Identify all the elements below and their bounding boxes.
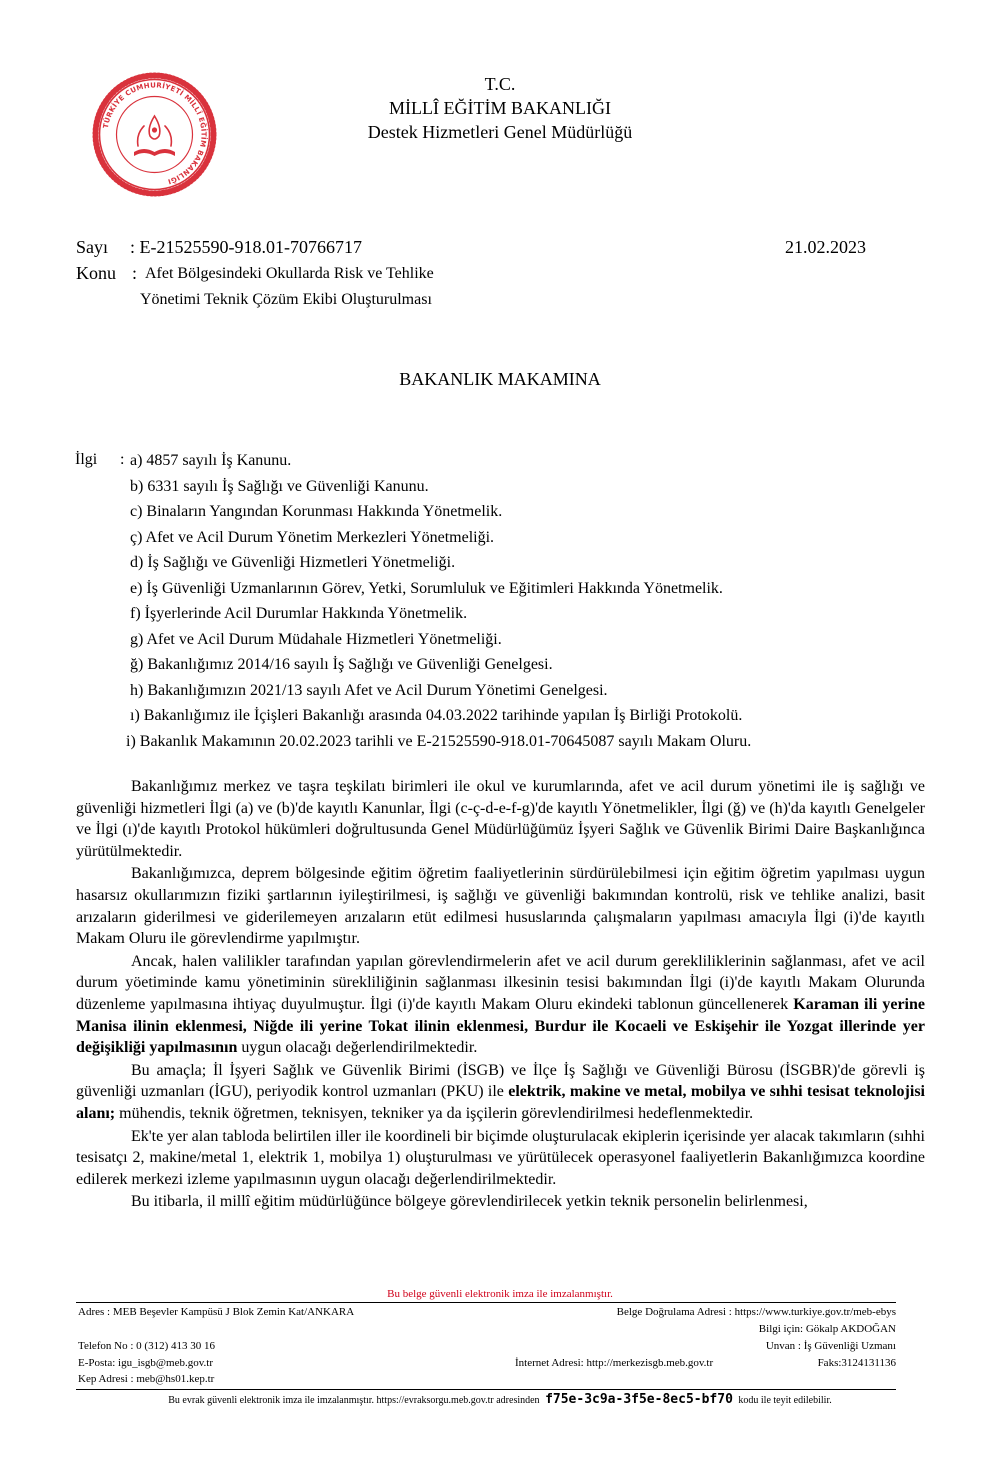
footer-email: E-Posta: igu_isgb@meb.gov.tr [78,1357,213,1369]
ilgi-separator: : [120,451,125,468]
ilgi-item: b) 6331 sayılı İş Sağlığı ve Güvenliği Kanunu. [130,477,429,495]
ilgi-item: h) Bakanlığımızın 2021/13 sayılı Afet ve Acil Durum Yönetimi Genelgesi. [130,681,608,699]
verify-suffix: kodu ile teyit edilebilir. [738,1395,832,1406]
p3-text-c: uygun olacağı değerlendirilmektedir. [237,1039,478,1057]
footer-info-contact: Bilgi için: Gökalp AKDOĞAN [758,1323,896,1335]
verify-prefix: Bu evrak güvenli elektronik imza ile imzalanmıştır. https://evraksorgu.meb.gov.tr adresinden [168,1395,540,1406]
verification-line [0,1392,1000,1407]
footer-divider-bottom [76,1389,896,1390]
konu-line-2: Yönetimi Teknik Çözüm Ekibi Oluşturulması [140,291,432,308]
ilgi-item: f) İşyerlerinde Acil Durumlar Hakkında Yönetmelik. [130,605,468,622]
konu-label: Konu [76,263,116,283]
p4-text-c: mühendis, teknik öğretmen, teknisyen, tekniker ya da işçilerin görevlendirilmesi hedeflenmektedir. [115,1104,754,1122]
ministry-seal [92,72,217,197]
seal-ring-text: TÜRKİYE CUMHURİYETİ MİLLÎ EĞİTİM BAKANLIĞI [101,81,208,186]
body-paragraph-4 [76,1060,925,1125]
footer-address: Adres : MEB Beşevler Kampüsü J Blok Zemin Kat/ANKARA [78,1306,355,1318]
p3-text-a: Ancak, halen valilikler tarafından yapılan görevlendirmelerin afet ve acil durum gerekliliklerinin sağlanması, afet ve acil durum yöetiminde kamu yönetiminin sürekliliğinin sağlanması ilkesinin tesisi bakımından İlgi (i)'de kayıtlı Makam Olurunda düzenleme yapılmasına ihtiyaç duyulmuştur. İlgi (i)'de kayıtlı Makam Oluru ekindeki tablonun güncellenerek [76,952,925,1013]
body-paragraph-1: Bakanlığımız merkez ve taşra teşkilatı birimleri ile okul ve kurumlarında, afet ve acil durum yönetimi ile iş sağlığı ve güvenliği hizmetleri İlgi (a) ve (b)'de kayıtlı Kanunlar, İlgi (c-ç-d-e-f-g)'de kayıtlı Yönetmelikler, İlgi (ğ) ve (h)'da kayıtlı Genelgeler ve İlgi (ı)'de kayıtlı Protokol hükümleri doğrultusunda Genel Müdürlüğümüz İşyeri Sağlık ve Güvenlik Birimi Daire Başkanlığınca yürütülmektedir. [76,778,925,860]
body-paragraph-2: Bakanlığımızca, deprem bölgesinde eğitim öğretim faaliyetlerinin sürdürülebilmesi için eğitim öğretim yapılması uygun hasarsız okullarımızın fiziki şartlarının iyileştirilmesi, iş sağlığı ve güvenliği bakımından kontrolü, risk ve tehlike analizi, basit arızaların giderilmesi ve giderilemeyen arızaların etüt edilmesi hususlarında çalışmaların yapılması amacıyla İlgi (i)'de kayıtlı Makam Oluru ile görevlendirme yapılmıştır. [76,865,925,948]
konu-separator: : [132,263,138,283]
ilgi-item: i) Bakanlık Makamının 20.02.2023 tarihli ve E-21525590-918.01-70645087 sayılı Makam Oluru. [126,732,752,750]
footer-title: Unvan : İş Güvenliği Uzmanı [765,1340,896,1352]
footer-fax: Faks:3124131136 [817,1357,896,1369]
header-tc: T.C. [484,74,516,94]
sayi-value: : E-21525590-918.01-70766717 [130,237,362,257]
ilgi-item: ç) Afet ve Acil Durum Yönetim Merkezleri Yönetmeliği. [130,528,495,546]
p4-bold-text: elektrik, makine ve metal, mobilya ve sıhhi tesisat teknolojisi alanı; [76,1083,925,1122]
ilgi-item: d) İş Sağlığı ve Güvenliği Hizmetleri Yönetmeliği. [130,554,456,571]
header-ministry: MİLLÎ EĞİTİM BAKANLIĞI [389,98,611,118]
footer-internet: İnternet Adresi: http://merkezisgb.meb.gov.tr [515,1357,714,1369]
addressee-heading: BAKANLIK MAKAMINA [399,369,601,389]
header-directorate: Destek Hizmetleri Genel Müdürlüğü [367,122,633,142]
ilgi-item: a) 4857 sayılı İş Kanunu. [130,452,292,469]
footer-phone: Telefon No : 0 (312) 413 30 16 [78,1340,216,1352]
ilgi-item: ı) Bakanlığımız ile İçişleri Bakanlığı arasında 04.03.2022 tarihinde yapılan İş Birliği Protokolü. [130,707,743,724]
ilgi-item: e) İş Güvenliği Uzmanlarının Görev, Yetki, Sorumluluk ve Eğitimleri Hakkında Yönetmelik. [130,579,723,597]
ilgi-item: ğ) Bakanlığımız 2014/16 sayılı İş Sağlığı ve Güvenliği Genelgesi. [130,656,553,673]
body-paragraph-3 [76,951,925,1059]
footer-kep: Kep Adresi : meb@hs01.kep.tr [78,1373,215,1385]
ilgi-item: g) Afet ve Acil Durum Müdahale Hizmetleri Yönetmeliği. [130,630,502,648]
konu-line-1: Afet Bölgesindeki Okullarda Risk ve Tehlike [145,265,434,282]
p4-text-a: Bu amaçla; İl İşyeri Sağlık ve Güvenlik Birimi (İSGB) ve İlçe İş Sağlığı ve Güvenliği Bürosu (İSGBR)'de görevli iş güvenliği uzmanları (İGU), periyodik kontrol uzmanları (PKU) ile [76,1061,925,1101]
body-paragraph-6: Bu itibarla, il millî eğitim müdürlüğünce bölgeye görevlendirilecek yetkin teknik personelin belirlenmesi, [131,1193,808,1211]
ilgi-list [75,451,935,757]
document-date: 21.02.2023 [785,237,866,257]
letter-body [76,776,925,1213]
verify-code: f75e-3c9a-3f5e-8ec5-bf70 [545,1392,733,1407]
footer-verify-address: Belge Doğrulama Adresi : https://www.turkiye.gov.tr/meb-ebys [616,1306,896,1318]
sayi-label: Sayı [76,237,109,257]
ilgi-label: İlgi [75,451,98,468]
body-paragraph-5: Ek'te yer alan tabloda belirtilen iller ile koordineli bir biçimde oluşturulacak ekiplerin içerisinde yer alacak takımların (sıhhi tesisatçı 2, makine/metal 1, elektrik 1, mobilya 1) oluşturulması ve yürütülecek operasyonel faaliyetlerin Bakanlığımızca koordine edilerek merkezi izleme yapılmasının uygun olacağı değerlendirilmektedir. [76,1127,925,1188]
e-signature-note: Bu belge güvenli elektronik imza ile imzalanmıştır. [387,1288,613,1300]
document-header [200,72,800,144]
ilgi-item: c) Binaların Yangından Korunması Hakkında Yönetmelik. [130,503,503,520]
footer-divider [76,1302,896,1303]
p3-bold-text: Karaman ili yerine Manisa ilinin eklenmesi, Niğde ili yerine Tokat ilinin eklenmesi, Burdur ile Kocaeli ve Eskişehir ile Yozgat illerinde yer değişikliği yapılmasının [76,995,926,1057]
